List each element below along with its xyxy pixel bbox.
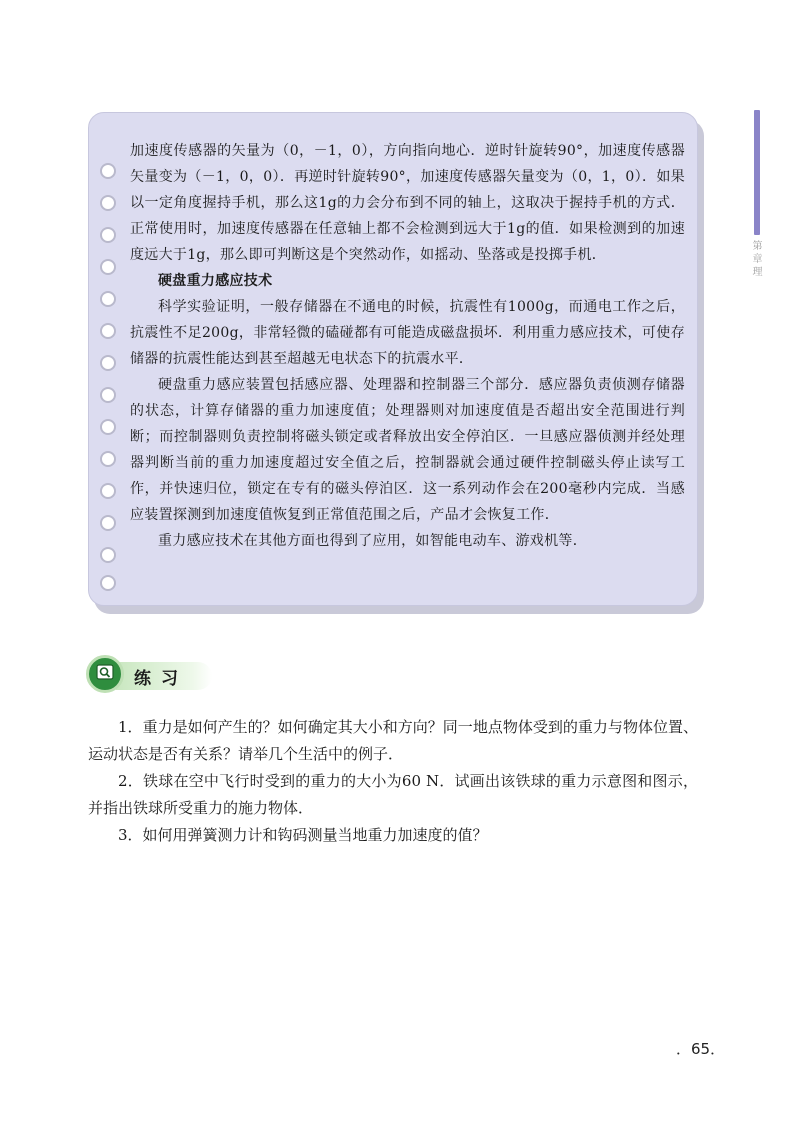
ring-icon xyxy=(100,355,116,371)
card-paragraph-applications: 重力感应技术在其他方面也得到了应用，如智能电动车、游戏机等． xyxy=(158,533,587,549)
ring-icon xyxy=(100,227,116,243)
card-paragraph-components: 硬盘重力感应装置包括感应器、处理器和控制器三个部分．感应器负责侦测存储器的状态，计算存储器的重力加速度值；处理器则对加速度值是否超出安全范围进行判断；而控制器则负责控制将磁头锁定或者释放出安全停泊区．一旦感应器侦测并经处理器判断当前的重力加速度超过安全值之后，控制器就会通过硬件控制磁头停止读写工作，并快速归位，锁定在专有的磁头停泊区．这一系列动作会在200毫秒内完成．当感应装置探测到加速度值恢复到正常值范围之后，产品才会恢复工作． xyxy=(130,377,685,523)
card-body xyxy=(130,138,685,554)
magnifier-icon xyxy=(86,655,124,693)
ring-icon xyxy=(100,483,116,499)
card-paragraph-accelerometer: 加速度传感器的矢量为（0，－1，0），方向指向地心．逆时针旋转90°，加速度传感器矢量变为（－1，0，0）．再逆时针旋转90°，加速度传感器矢量变为（0，1，0）．如果以一定角度握持手机，那么这1g的力会分布到不同的轴上，这取决于握持手机的方式．正常使用时，加速度传感器在任意轴上都不会检测到远大于1g的值．如果检测到的加速度远大于1g，那么即可判断这是个突然动作，如摇动、坠落或是投掷手机． xyxy=(130,143,685,263)
exercise-questions xyxy=(88,714,698,849)
exercise-question: 3．如何用弹簧测力计和钩码测量当地重力加速度的值？ xyxy=(118,826,488,844)
exercise-title: 练习 xyxy=(134,669,188,689)
card-paragraph-experiment: 科学实验证明，一般存储器在不通电的时候，抗震性有1000g，而通电工作之后，抗震性不足200g，非常轻微的磕碰都有可能造成磁盘损坏．利用重力感应技术，可使存储器的抗震性能达到甚至超越无电状态下的抗震水平． xyxy=(130,299,685,367)
chapter-tab xyxy=(754,110,760,235)
chapter-side-label: 第 章 理 xyxy=(750,240,761,277)
ring-icon xyxy=(100,547,116,563)
card-subheading: 硬盘重力感应技术 xyxy=(158,273,273,289)
page-number: ．65． xyxy=(676,1040,726,1058)
ring-icon xyxy=(100,163,116,179)
ring-icon xyxy=(100,323,116,339)
ring-icon xyxy=(100,515,116,531)
ring-icon xyxy=(100,575,116,591)
exercise-question: 1．重力是如何产生的？如何确定其大小和方向？同一地点物体受到的重力与物体位置、运动状态是否有关系？请举几个生活中的例子． xyxy=(88,718,698,763)
ring-icon xyxy=(100,291,116,307)
ring-icon xyxy=(100,259,116,275)
exercise-question: 2．铁球在空中飞行时受到的重力的大小为60 N．试画出该铁球的重力示意图和图示，并指出铁球所受重力的施力物体． xyxy=(88,772,698,817)
notebook-rings xyxy=(100,155,122,585)
ring-icon xyxy=(100,387,116,403)
ring-icon xyxy=(100,419,116,435)
ring-icon xyxy=(100,451,116,467)
ring-icon xyxy=(100,195,116,211)
